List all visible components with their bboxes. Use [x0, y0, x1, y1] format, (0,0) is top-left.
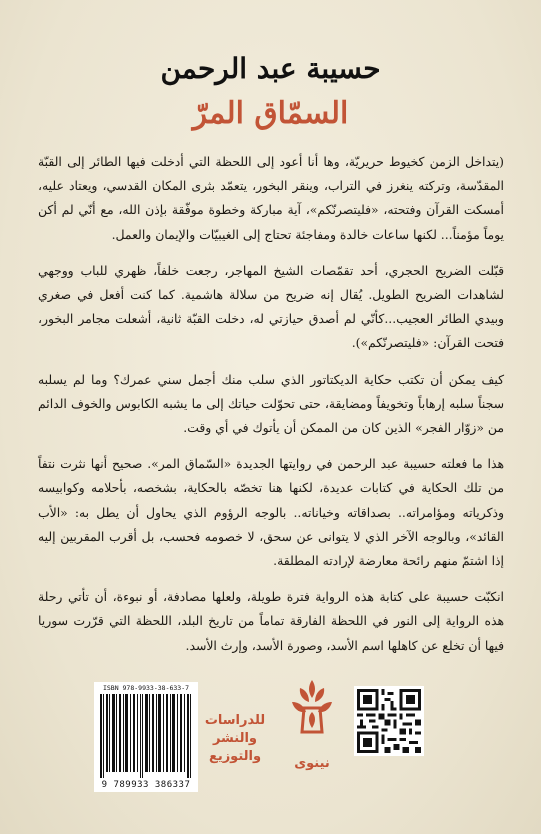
author-name: حسيبة عبد الرحمن	[160, 52, 381, 85]
blurb-text	[38, 150, 504, 670]
blurb-paragraph: كيف يمكن أن تكتب حكاية الديكتاتور الذي سلب منك أجمل سني عمرك؟ وما لم يسلبه سجناً سلبه إرهاباً وتخويفاً ومضايقة، حتى تحوّلت حياتك إلى ما يشبه الكابوس والخوف الدائم من «زوّار الفجر» الذين كان من الممكن أن يأتوك في أي وقت.	[38, 371, 504, 436]
book-title: السمّاق المرّ	[192, 96, 349, 131]
publisher-tagline-line: والتوزيع	[208, 749, 262, 764]
isbn-label: ISBN 978-9933-38-633-7	[102, 684, 190, 692]
publisher-logo-icon	[282, 676, 342, 756]
publisher-tagline	[200, 712, 270, 766]
qr-code-icon	[354, 686, 424, 756]
publisher-tagline-line: للدراسات	[204, 713, 266, 728]
blurb-paragraph: انكبّت حسيبة على كتابة هذه الرواية فترة طويلة، ولعلها مصادفة، أو نبوءة، أن تأتي رحلة هذه الرواية إلى النور في اللحظة الفارقة تماماً من تاريخ البلد، اللحظة التي قرّرت سوريا فيها أن تخلع عن كاهلها اسم الأسد، وصورة الأسد، وإرث الأسد.	[38, 589, 504, 653]
publisher-name: نينوى	[294, 756, 330, 771]
barcode-number: 9 789933 386337	[101, 780, 191, 790]
blurb-paragraph: (يتداخل الزمن كخيوط حريريّة، وها أنا أعود إلى اللحظة التي أدخلت فيها الطائر إلى القبّة المقدّسة، وتركته ينغرز في التراب، وينقر البخور، يتعمّد بثرى المكان القدسي، ويعتاد عليه، أمسكت القرآن وفتحته، «فليتصرنّكم»، آية مباركة وخطوة موفّقة بإذن الله، مع أنّي لم أكن يوماً مؤمناً... لكنها ساعات خالدة ومفاجئة تحتاج إلى الغيبيّات والإيمان والعمل.	[38, 154, 504, 242]
blurb-paragraph: هذا ما فعلته حسيبة عبد الرحمن في روايتها الجديدة «السّماق المر». صحيح أنها نثرت نتفاً من تلك الحكاية في كتابات عديدة، لكنها هنا تخصّه بالحكاية، بشخصه، بأحلامه وكوابيسه وذكرياته ومؤامراته.. بصداقاته وخياناته.. بالوجه الرؤوم الذي يحاول أن يطل به: «الأب القائد»، وبالوجه الآخر الذي لا يتوانى عن سحق، لا خصومه فحسب، بل أقرب المقربين إليه إذا اشتمّ منهم رائحة معارضة لإرادته المطلقة.	[38, 456, 504, 569]
blurb-paragraph: قبّلت الضريح الحجري، أحد تقمّصات الشيخ المهاجر، رجعت خلفاً، ظهري للباب ووجهي لشاهدات الضريح الطويل. يُقال إنه ضريح من سلالة هاشمية. كما كنت أفعل في صغري وبيدي الطائر العجيب...كأنّي لم أصدق حيازتي له، دخلت القبّة ثانية، أشعلت مجامر البخور، فتحت القرآن: «فليتصرنّكم»).	[38, 262, 504, 351]
barcode-icon	[100, 694, 192, 782]
publisher-tagline-line: والنشر	[212, 731, 258, 746]
